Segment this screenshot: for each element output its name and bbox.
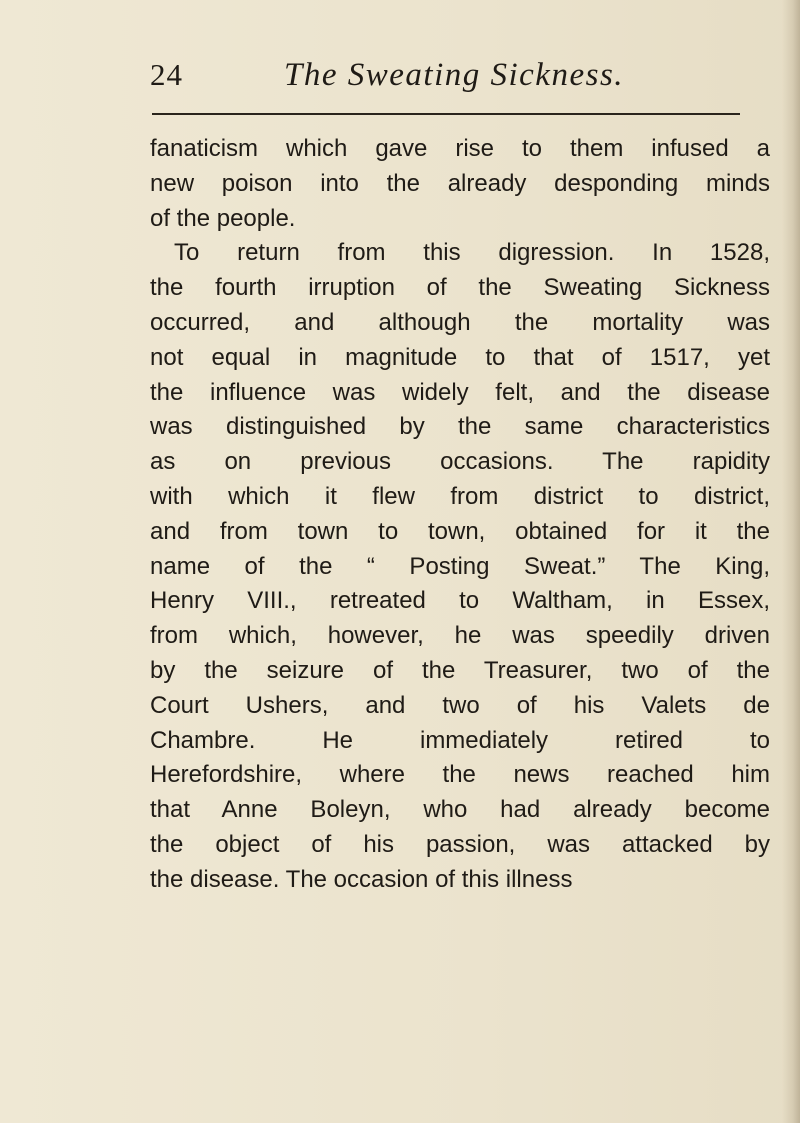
text-line: name of the “ Posting Sweat.” The King,: [150, 552, 770, 580]
text-line: Henry VIII., retreated to Waltham, in Essex,: [150, 587, 770, 615]
text-line: not equal in magnitude to that of 1517, yet: [150, 343, 770, 371]
text-line: Court Ushers, and two of his Valets de: [150, 691, 770, 719]
text-line: Chambre. He immediately retired to: [150, 726, 770, 754]
text-line: To return from this digression. In 1528,: [174, 239, 770, 267]
header-rule: [152, 113, 740, 115]
text-line: of the people.: [150, 204, 296, 232]
text-line: as on previous occasions. The rapidity: [150, 448, 770, 476]
text-line: the influence was widely felt, and the disease: [150, 378, 770, 406]
text-line: from which, however, he was speedily driven: [150, 622, 770, 650]
text-line: was distinguished by the same characteristics: [150, 413, 770, 441]
text-line: by the seizure of the Treasurer, two of the: [150, 656, 770, 684]
text-line: new poison into the already desponding minds: [150, 169, 770, 197]
body-text: [150, 132, 770, 898]
text-line: the disease. The occasion of this illness: [150, 865, 573, 893]
text-line: the object of his passion, was attacked by: [150, 830, 770, 858]
text-line: the fourth irruption of the Sweating Sickness: [150, 274, 770, 302]
running-title: The Sweating Sickness.: [284, 57, 625, 93]
text-line: and from town to town, obtained for it the: [150, 517, 770, 545]
text-line: that Anne Boleyn, who had already become: [150, 796, 770, 824]
page-number: 24: [150, 57, 183, 92]
text-line: with which it flew from district to district,: [150, 482, 770, 510]
page-edge-shadow: [782, 0, 800, 1123]
text-line: fanaticism which gave rise to them infused a: [150, 135, 770, 162]
running-head: [150, 50, 750, 100]
text-line: occurred, and although the mortality was: [150, 308, 770, 336]
text-line: Herefordshire, where the news reached him: [150, 761, 770, 789]
